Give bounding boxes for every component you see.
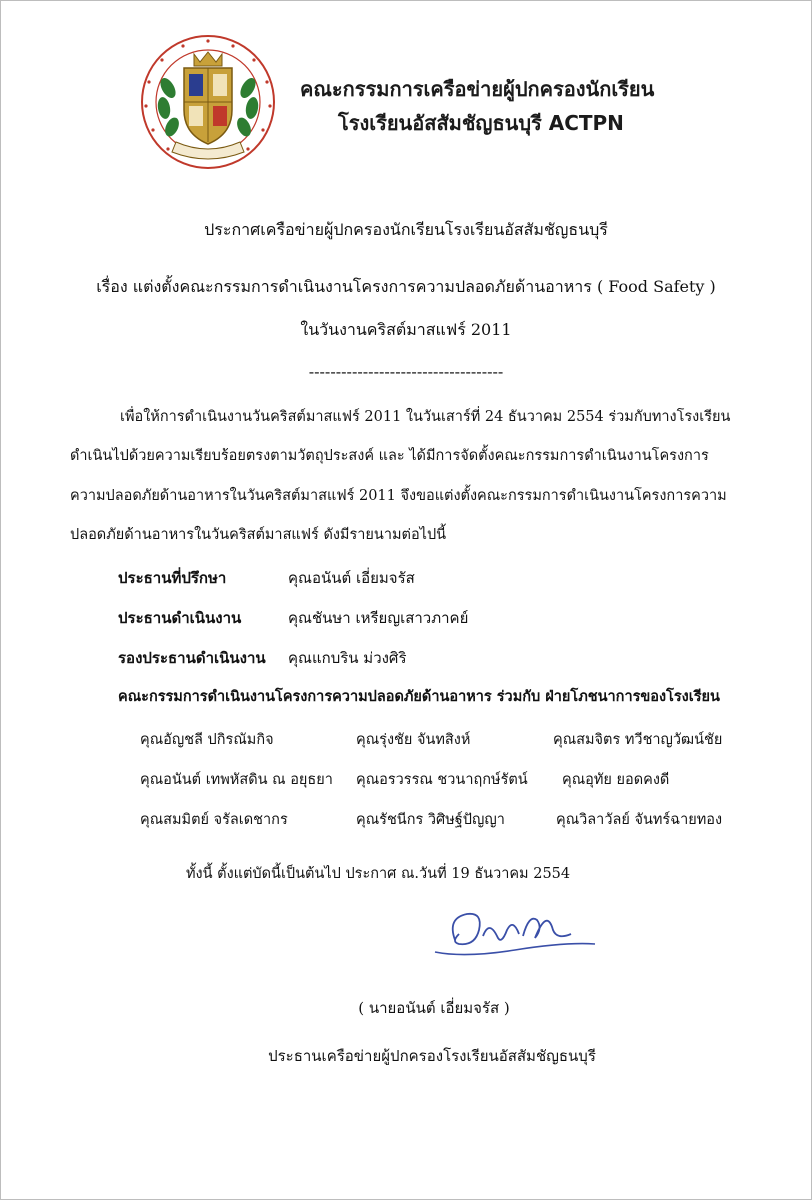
committee-member: คุณอัญชลี ปกิรณัมกิจ [140,732,274,748]
letterhead [0,0,812,180]
announcement-issuer: ประกาศเครือข่ายผู้ปกครองนักเรียนโรงเรียนอัสสัมชัญธนบุรี [204,220,608,239]
separator-line: ------------------------------------ [308,362,504,381]
committee-heading: คณะกรรมการดำเนินงานโครงการความปลอดภัยด้านอาหาร ร่วมกับ ฝ่ายโภชนาการของโรงเรียน [118,688,720,705]
role-label: ประธานดำเนินงาน [118,609,242,627]
role-label: ประธานที่ปรึกษา [118,569,227,587]
body-line: ความปลอดภัยด้านอาหารในวันคริสต์มาสแฟร์ 2011 จึงขอแต่งตั้งคณะกรรมการดำเนินงานโครงการความ [70,488,727,504]
body-line: ปลอดภัยด้านอาหารในวันคริสต์มาสแฟร์ ดังมีรายนามต่อไปนี้ [70,527,447,543]
committee-member: คุณรัชนีกร วิศิษฐ์ปัญญา [356,812,505,828]
committee-member: คุณวิลาวัลย์ จันทร์ฉายทอง [556,812,723,828]
signer-name: ( นายอนันต์ เอี่ยมจรัส ) [358,999,510,1017]
committee-member: คุณสมจิตร ทวีชาญวัฒน์ชัย [553,732,723,748]
committee-member: คุณสมมิตย์ จรัลเดชากร [140,812,288,828]
role-label: รองประธานดำเนินงาน [118,649,266,667]
role-name: คุณอนันต์ เอี่ยมจรัส [288,569,415,587]
announcement-subject: เรื่อง แต่งตั้งคณะกรรมการดำเนินงานโครงการความปลอดภัยด้านอาหาร ( Food Safety ) [96,277,716,296]
school-seal-logo [128,30,288,180]
committee-member: คุณอนันต์ เทพหัสดิน ณ อยุธยา [140,772,333,788]
committee-member: คุณรุ่งชัย จันทสิงห์ [356,732,471,748]
committee-member: คุณอุทัย ยอดคงดี [562,772,670,788]
body-line: ดำเนินไปด้วยความเรียบร้อยตรงตามวัตถุประสงค์ และ ได้มีการจัดตั้งคณะกรรมการดำเนินงานโครงการ [70,448,709,464]
role-name: คุณแกบริน ม่วงศิริ [288,649,407,667]
announcement-subject-line2: ในวันงานคริสต์มาสแฟร์ 2011 [300,320,512,339]
signer-title: ประธานเครือข่ายผู้ปกครองโรงเรียนอัสสัมชัญธนบุรี [268,1047,596,1065]
role-name: คุณชันษา เหรียญเสาวภาคย์ [288,609,469,627]
body-line: เพื่อให้การดำเนินงานวันคริสต์มาสแฟร์ 2011 ในวันเสาร์ที่ 24 ธันวาคม 2554 ร่วมกับทางโรงเรียน [120,409,731,425]
organization-name: คณะกรรมการเครือข่ายผู้ปกครองนักเรียน [300,77,655,101]
school-name: โรงเรียนอัสสัมชัญธนบุรี ACTPN [338,111,624,135]
committee-member: คุณอรวรรณ ชวนาฤกษ์รัตน์ [356,772,528,788]
effective-date-line: ทั้งนี้ ตั้งแต่บัดนี้เป็นต้นไป ประกาศ ณ.วันที่ 19 ธันวาคม 2554 [186,866,571,882]
handwritten-signature [425,900,605,970]
